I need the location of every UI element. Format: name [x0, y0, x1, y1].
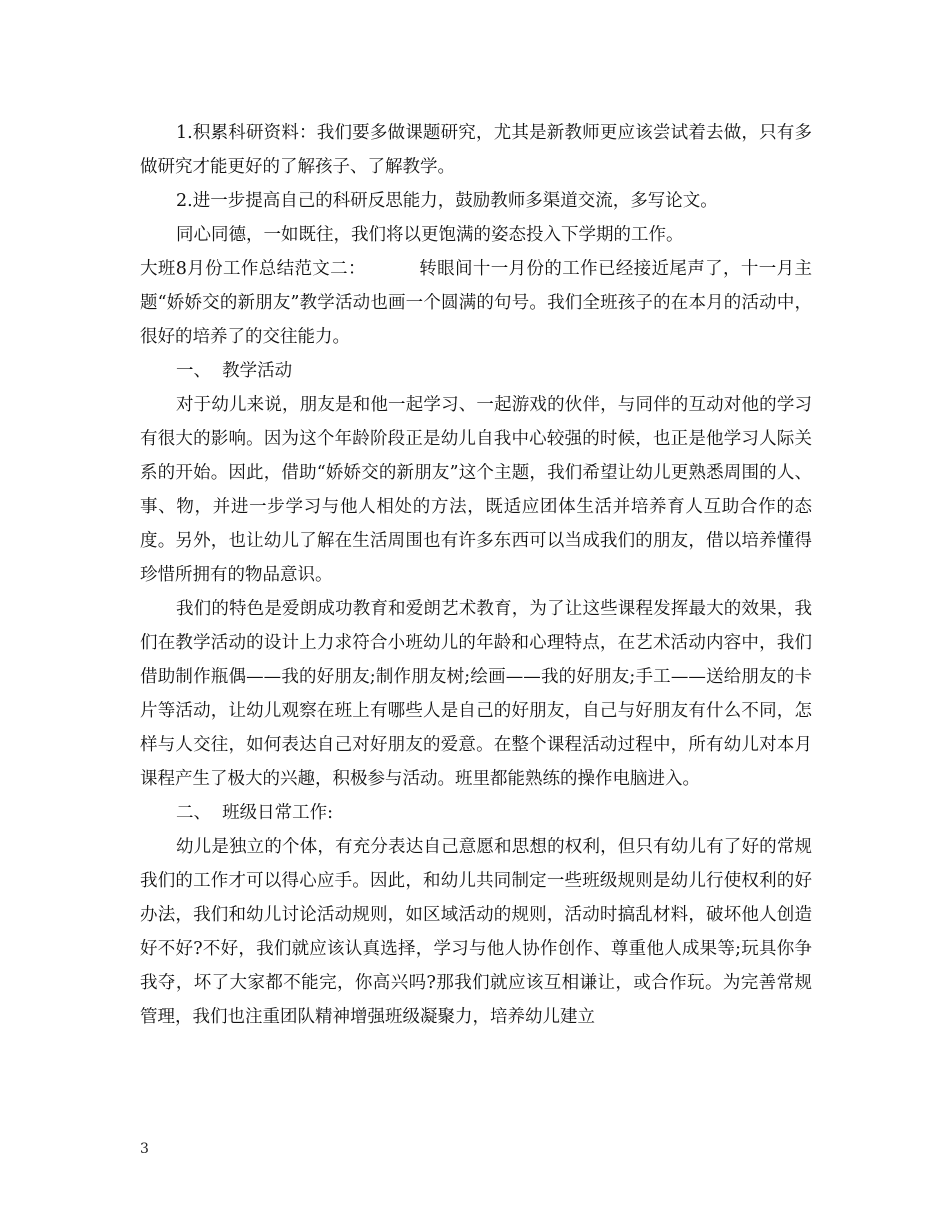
page-number: 3	[140, 1141, 149, 1157]
paragraph-sample-two-intro: 大班8月份工作总结范文二： 转眼间十一月份的工作已经接近尾声了，十一月主题“娇娇交的新朋友”教学活动也画一个圆满的句号。我们全班孩子的在本月的活动中，很好的培养了的交往能力。	[140, 259, 812, 347]
paragraph-friendship-importance: 对于幼儿来说，朋友是和他一起学习、一起游戏的伙伴，与同伴的互动对他的学习有很大的影响。因为这个年龄阶段正是幼儿自我中心较强的时候，也正是他学习人际关系的开始。因此，借助“娇娇交的新朋友”这个主题，我们希望让幼儿更熟悉周围的人、事、物，并进一步学习与他人相处的方法，既适应团体生活并培养育人互助合作的态度。另外，也让幼儿了解在生活周围也有许多东西可以当成我们的朋友，借以培养懂得珍惜所拥有的物品意识。	[140, 395, 812, 585]
paragraph-reflection-ability: 2.进一步提高自己的科研反思能力，鼓励教师多渠道交流，多写论文。	[176, 191, 718, 211]
document-body	[140, 116, 812, 1034]
paragraph-class-rules: 幼儿是独立的个体，有充分表达自己意愿和思想的权利，但只有幼儿有了好的常规我们的工作才可以得心应手。因此，和幼儿共同制定一些班级规则是幼儿行使权利的好办法，我们和幼儿讨论活动规则，如区域活动的规则，活动时搞乱材料，破坏他人创造好不好?不好，我们就应该认真选择，学习与他人协作创作、尊重他人成果等;玩具你争我夺，坏了大家都不能完，你高兴吗?那我们就应该互相谦让，或合作玩。为完善常规管理，我们也注重团队精神增强班级凝聚力，培养幼儿建立	[140, 837, 812, 1027]
section-heading-teaching-activities: 一、 教学活动	[176, 361, 293, 381]
paragraph-closing-statement: 同心同德，一如既往，我们将以更饱满的姿态投入下学期的工作。	[176, 225, 684, 245]
section-heading-daily-work: 二、 班级日常工作:	[176, 803, 334, 823]
paragraph-research-materials: 1.积累科研资料：我们要多做课题研究，尤其是新教师更应该尝试着去做，只有多做研究才能更好的了解孩子、了解教学。	[140, 123, 812, 177]
paragraph-course-features: 我们的特色是爱朗成功教育和爱朗艺术教育，为了让这些课程发挥最大的效果，我们在教学活动的设计上力求符合小班幼儿的年龄和心理特点，在艺术活动内容中，我们借助制作瓶偶——我的好朋友;制作朋友树;绘画——我的好朋友;手工——送给朋友的卡片等活动，让幼儿观察在班上有哪些人是自己的好朋友，自己与好朋友有什么不同，怎样与人交往，如何表达自己对好朋友的爱意。在整个课程活动过程中，所有幼儿对本月课程产生了极大的兴趣，积极参与活动。班里都能熟练的操作电脑进入。	[140, 599, 812, 789]
